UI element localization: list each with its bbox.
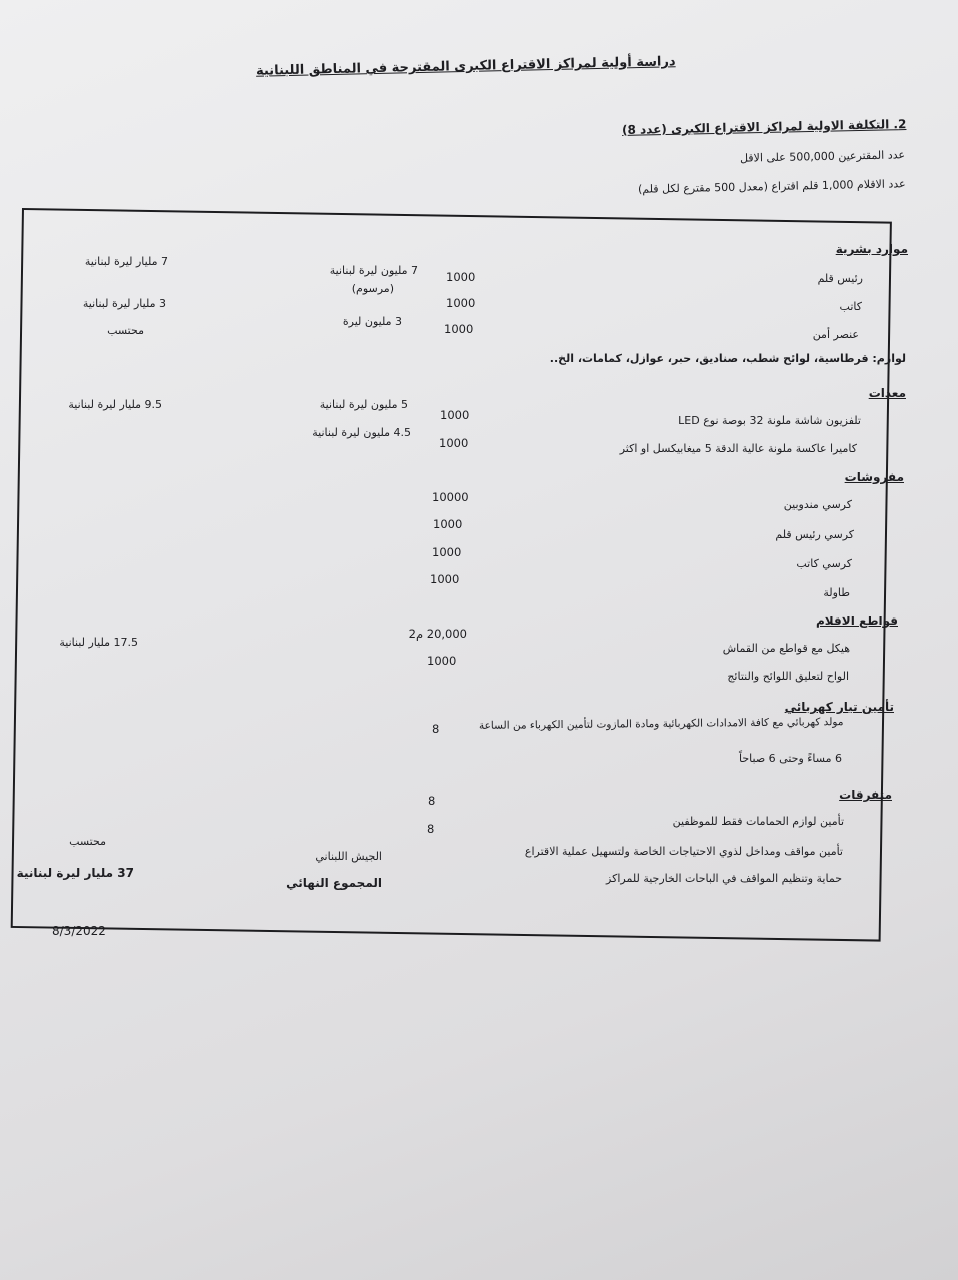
section-equipment-heading: معدات [868, 386, 906, 400]
booths-total: 17.5 مليار لبنانية [59, 636, 138, 649]
misc-item-label: حماية وتنظيم المواقف في الباحات الخارجية للمراكز [606, 872, 842, 885]
section-power-heading: تأمين تيار كهربائي [784, 700, 894, 714]
misc-item-total: محتسب [69, 835, 106, 848]
grand-total-label: المجموع النهائي [286, 876, 382, 890]
furniture-item-qty: 1000 [432, 545, 462, 559]
equipment-item-qty: 1000 [440, 408, 470, 422]
misc-item-qty: 8 [428, 794, 436, 808]
furniture-item-label: كرسي مندوبين [783, 498, 852, 511]
voters-line: عدد المقترعين 500,000 على الاقل [739, 148, 906, 165]
grand-total-value: 37 مليار ليرة لبنانية [16, 866, 134, 880]
section-heading: 2. التكلفة الاولية لمراكز الاقتراع الكبرى (عدد 8) [621, 117, 907, 137]
misc-item-label: تأمين مواقف ومداخل لذوي الاحتياجات الخاصة ولتسهيل عملية الاقتراع [524, 845, 843, 858]
hr-item-total: محتسب [107, 324, 144, 337]
equipment-item-unit-price: 5 مليون ليرة لبنانية [319, 398, 408, 411]
document-title: دراسة أولية لمراكز الاقتراع الكبرى المقترحة في المناطق اللبنانية [256, 54, 677, 79]
equipment-item-qty: 1000 [439, 436, 469, 450]
furniture-item-label: طاولة [823, 586, 850, 599]
section-furniture-heading: مفروشات [844, 470, 904, 484]
furniture-item-qty: 10000 [432, 490, 469, 504]
hr-item-total: 3 مليار ليرة لبنانية [82, 297, 166, 310]
furniture-item-qty: 1000 [433, 517, 463, 531]
power-item-qty: 8 [432, 722, 440, 736]
misc-item-qty: 8 [427, 822, 435, 836]
equipment-item-unit-price: 4.5 مليون ليرة لبنانية [312, 426, 411, 439]
furniture-item-qty: 1000 [430, 572, 460, 586]
hr-item-qty: 1000 [444, 322, 474, 336]
hr-item-label: كاتب [839, 300, 862, 313]
hr-item-qty: 1000 [446, 296, 476, 310]
booths-item-label: هيكل مع قواطع من القماش [722, 642, 850, 655]
booths-item-qty: 20,000 م2 [408, 627, 467, 641]
hr-supplies: لوازم: قرطاسية، لوائح شطب، صناديق، حبر، عوازل، كمامات، الخ.. [549, 352, 906, 365]
section-misc-heading: متفرقات [839, 788, 892, 802]
section-hr-heading: موارد بشرية [835, 242, 908, 256]
power-item-line1: مولد كهربائي مع كافة الامدادات الكهربائية ومادة المازوت لتأمين الكهرباء من الساعة [478, 716, 844, 732]
furniture-item-label: كرسي كاتب [796, 557, 852, 570]
hr-item-unit-price: 3 مليون ليرة [342, 315, 402, 328]
misc-item-label: تأمين لوازم الحمامات فقط للموظفين [672, 815, 844, 828]
equipment-total: 9.5 مليار ليرة لبنانية [68, 398, 162, 411]
hr-item-qty: 1000 [446, 270, 476, 284]
booths-item-qty: 1000 [427, 654, 457, 668]
equipment-item-label: كاميرا عاكسة ملونة عالية الدقة 5 ميغابيكسل او اكثر [619, 442, 857, 455]
document-date: 8/3/2022 [52, 924, 106, 938]
hr-item-label: عنصر أمن [812, 328, 859, 341]
hr-item-unit-price: 7 مليون ليرة لبنانية [329, 264, 418, 277]
pens-line: عدد الاقلام 1,000 قلم اقتراع (معدل 500 مقترع لكل قلم) [638, 177, 907, 196]
section-booths-heading: قواطع الاقلام [816, 614, 898, 628]
hr-item-unit-note: (مرسوم) [351, 282, 394, 295]
equipment-item-label: تلفزيون شاشة ملونة 32 بوصة نوع LED [678, 414, 861, 427]
furniture-item-label: كرسي رئيس قلم [775, 528, 854, 541]
power-item-line2: 6 مساءً وحتى 6 صباحاً [739, 752, 842, 765]
hr-item-total: 7 مليار ليرة لبنانية [84, 255, 168, 268]
booths-item-label: الواح لتعليق اللوائح والنتائج [727, 670, 849, 683]
misc-item-provider: الجيش اللبناني [315, 850, 382, 863]
hr-item-label: رئيس قلم [817, 272, 863, 285]
